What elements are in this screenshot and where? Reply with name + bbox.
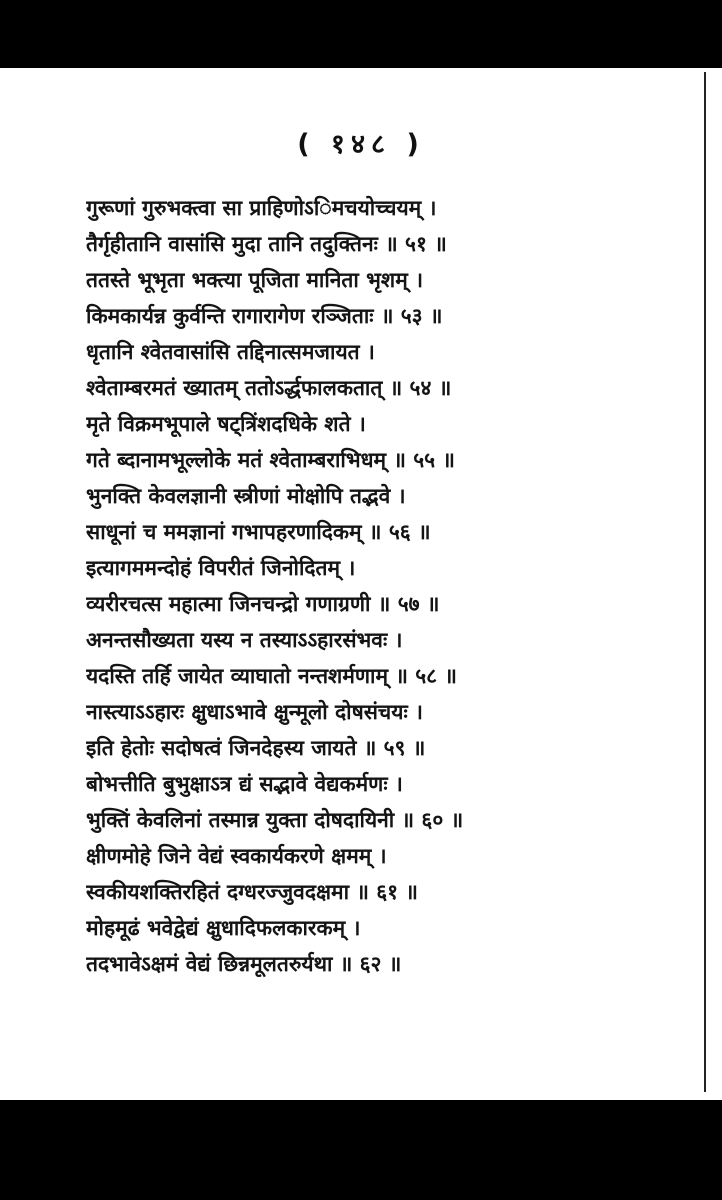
verse-line: अनन्तसौख्यता यस्य न तस्याऽऽहारसंभवः । <box>86 628 403 652</box>
top-black-bar <box>0 0 722 68</box>
verse-list <box>86 190 606 982</box>
verse-line: भुनक्ति केवलज्ञानी स्त्रीणां मोक्षोपि तद्भवे । <box>86 484 406 508</box>
verse-line: स्वकीयशक्तिरहितं दग्धरज्जुवदक्षमा ॥ ६१ ॥ <box>86 880 418 904</box>
verse-line: ततस्ते भूभृता भक्त्या पूजिता मानिता भृशम् । <box>86 268 424 292</box>
verse-line: मोहमूढं भवेद्वेद्यं क्षुधादिफलकारकम् । <box>86 916 361 940</box>
scanned-page <box>0 68 722 1100</box>
verse-line: इति हेतोः सदोषत्वं जिनदेहस्य जायते ॥ ५९ ॥ <box>86 736 426 760</box>
verse-line: धृतानि श्वेतवासांसि तद्दिनात्समजायत । <box>86 340 375 364</box>
page-number: ( १४८ ) <box>297 129 425 160</box>
page-edge-line <box>704 72 706 1092</box>
verse-line: नास्त्याऽऽहारः क्षुधाऽभावे क्षुन्मूलो दोषसंचयः । <box>86 700 423 724</box>
verse-line: गुरूणां गुरुभक्त्वा सा प्राहिणोऽिमचयोच्चयम् । <box>86 196 437 220</box>
verse-line: भुक्तिं केवलिनां तस्मान्न युक्ता दोषदायिनी ॥ ६० ॥ <box>86 808 464 832</box>
verse-line: इत्यागममन्दोहं विपरीतं जिनोदितम् । <box>86 556 356 580</box>
verse-line: किमकार्यन्न कुर्वन्ति रागारागेण रञ्जिताः ॥ ५३ ॥ <box>86 304 443 328</box>
verse-line: साधूनां च ममज्ञानां गभापहरणादिकम् ॥ ५६ ॥ <box>86 520 431 544</box>
verse-line: मृते विक्रमभूपाले षट्त्रिंशदधिके शते । <box>86 412 366 436</box>
verse-line: तैर्गृहीतानि वासांसि मुदा तानि तदुक्तिनः ॥ ५१ ॥ <box>86 232 447 256</box>
verse-line: तदभावेऽक्षमं वेद्यं छिन्नमूलतरुर्यथा ॥ ६२ ॥ <box>86 952 402 976</box>
verse-line: श्वेताम्बरमतं ख्यातम् ततोऽर्द्धफालकतात् ॥ ५४ ॥ <box>86 376 452 400</box>
bottom-black-bar <box>0 1100 722 1200</box>
verse-line: बोभत्तीति बुभुक्षाऽत्र द्यं सद्भावे वेद्यकर्मणः । <box>86 772 403 796</box>
verse-line: क्षीणमोहे जिने वेद्यं स्वकार्यकरणे क्षमम् । <box>86 844 387 868</box>
verse-line: गते ब्दानामभूल्लोके मतं श्वेताम्बराभिधम् ॥ ५५ ॥ <box>86 448 455 472</box>
verse-line: यदस्ति तर्हि जायेत व्याघातो नन्तशर्मणाम् ॥ ५८ ॥ <box>86 664 457 688</box>
verse-line: व्यरीरचत्स महात्मा जिनचन्द्रो गणाग्रणी ॥ ५७ ॥ <box>86 592 440 616</box>
